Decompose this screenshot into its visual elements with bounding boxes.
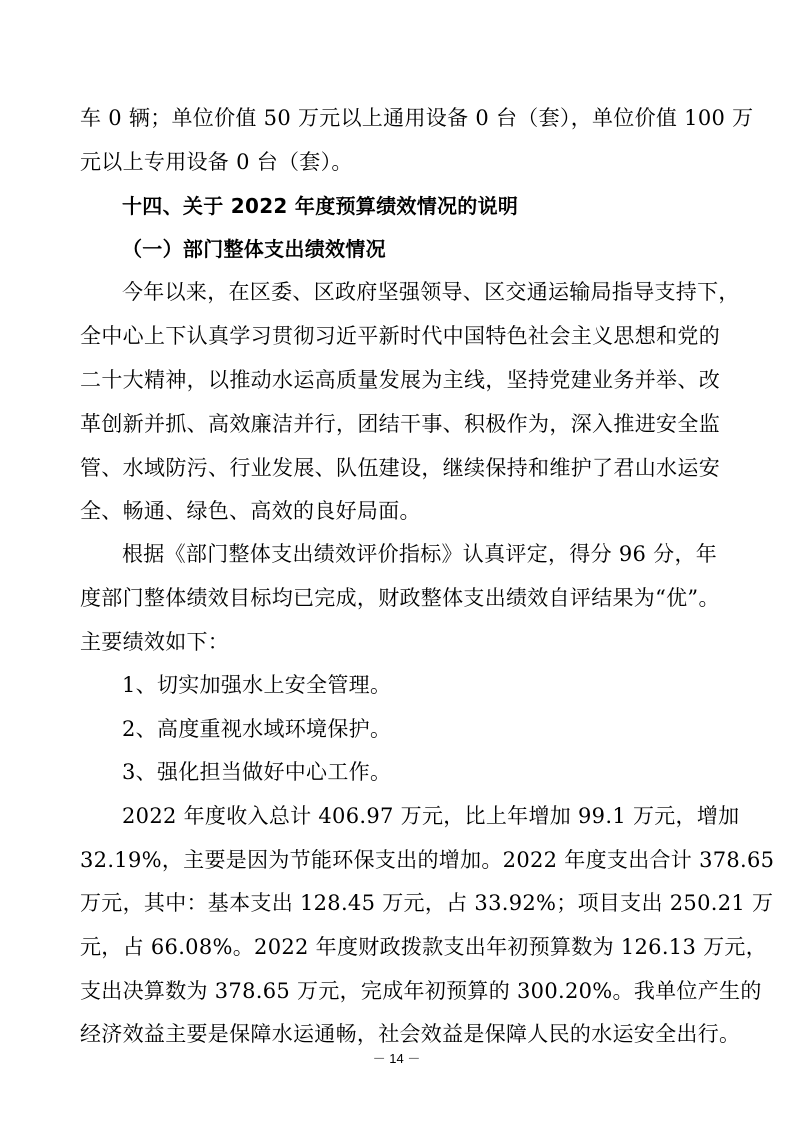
body-text-line: 万元，其中：基本支出 128.45 万元，占 33.92%；项目支出 250.21 万 [80, 891, 774, 915]
subsection-heading: （一）部门整体支出绩效情况 [122, 237, 386, 261]
body-text-line: 全、畅通、绿色、高效的良好局面。 [80, 499, 421, 523]
body-text-line: 全中心上下认真学习贯彻习近平新时代中国特色社会主义思想和党的 [80, 324, 720, 348]
body-text-line: 度部门整体绩效目标均已完成，财政整体支出绩效自评结果为“优”。 [80, 586, 720, 610]
list-item: 3、强化担当做好中心工作。 [122, 760, 392, 784]
section-heading: 十四、关于 2022 年度预算绩效情况的说明 [122, 194, 519, 218]
body-text-line: 元，占 66.08%。2022 年度财政拨款支出年初预算数为 126.13 万元， [80, 935, 767, 959]
body-text-line: 32.19%，主要是因为节能环保支出的增加。2022 年度支出合计 378.65 [80, 848, 775, 872]
body-text-line: 革创新并抓、高效廉洁并行，团结干事、积极作为，深入推进安全监 [80, 412, 720, 436]
body-text-line: 根据《部门整体支出绩效评价指标》认真评定，得分 96 分，年 [122, 542, 718, 566]
page-number: － 14 － [372, 1051, 421, 1066]
body-text-line: 今年以来，在区委、区政府坚强领导、区交通运输局指导支持下， [122, 280, 740, 304]
list-item: 2、高度重视水域环境保护。 [122, 717, 392, 741]
body-text-line: 车 0 辆；单位价值 50 万元以上通用设备 0 台（套），单位价值 100 万 [80, 106, 754, 130]
body-text-line: 主要绩效如下： [80, 630, 230, 654]
body-text-line: 经济效益主要是保障水运通畅，社会效益是保障人民的水运安全出行。 [80, 1022, 741, 1046]
list-item: 1、切实加强水上安全管理。 [122, 673, 392, 697]
body-text-line: 二十大精神，以推动水运高质量发展为主线，坚持党建业务并举、改 [80, 368, 720, 392]
body-text-line: 管、水域防污、行业发展、队伍建设，继续保持和维护了君山水运安 [80, 456, 720, 480]
body-text-line: 支出决算数为 378.65 万元，完成年初预算的 300.20%。我单位产生的 [80, 979, 762, 1003]
body-text-line: 2022 年度收入总计 406.97 万元，比上年增加 99.1 万元，增加 [122, 804, 740, 828]
body-text-line: 元以上专用设备 0 台（套）。 [80, 150, 353, 174]
